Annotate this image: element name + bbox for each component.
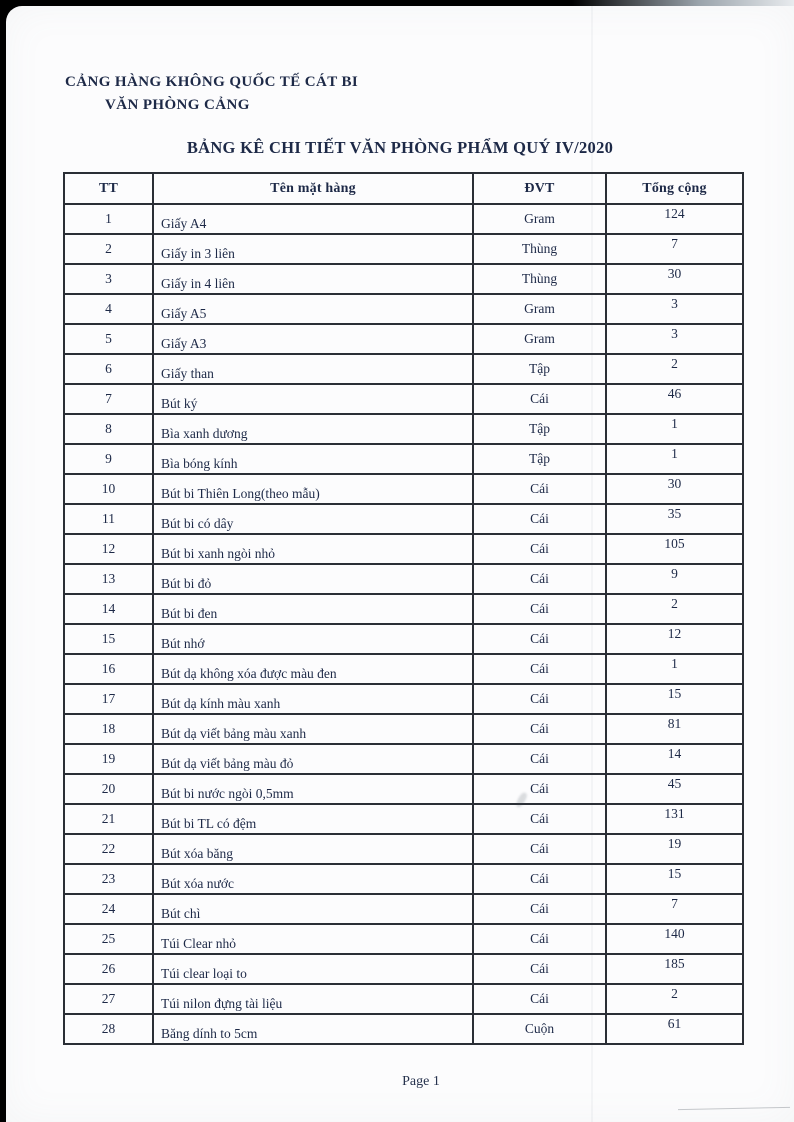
cell-unit: Cái	[473, 384, 606, 414]
cell-tt: 19	[64, 744, 153, 774]
cell-name: Giấy A4	[153, 204, 473, 234]
cell-unit: Cái	[473, 714, 606, 744]
cell-total: 7	[606, 894, 743, 924]
cell-name: Bút xóa băng	[153, 834, 473, 864]
column-header-name: Tên mặt hàng	[153, 173, 473, 204]
table-row	[64, 924, 743, 954]
cell-total: 35	[606, 504, 743, 534]
cell-unit: Cái	[473, 684, 606, 714]
cell-name: Băng dính to 5cm	[153, 1014, 473, 1044]
table-row	[64, 324, 743, 354]
cell-total: 2	[606, 984, 743, 1014]
table-row	[64, 834, 743, 864]
cell-unit: Cái	[473, 474, 606, 504]
table-body	[64, 204, 743, 1044]
cell-total: 46	[606, 384, 743, 414]
cell-name: Túi Clear nhỏ	[153, 924, 473, 954]
cell-total: 15	[606, 864, 743, 894]
table-row	[64, 864, 743, 894]
cell-tt: 6	[64, 354, 153, 384]
cell-tt: 12	[64, 534, 153, 564]
cell-name: Giấy A5	[153, 294, 473, 324]
table-row	[64, 984, 743, 1014]
cell-unit: Cái	[473, 864, 606, 894]
cell-unit: Thùng	[473, 234, 606, 264]
cell-total: 1	[606, 654, 743, 684]
cell-unit: Cái	[473, 774, 606, 804]
cell-tt: 11	[64, 504, 153, 534]
cell-total: 45	[606, 774, 743, 804]
table-row	[64, 564, 743, 594]
cell-tt: 26	[64, 954, 153, 984]
cell-total: 185	[606, 954, 743, 984]
org-name: CẢNG HÀNG KHÔNG QUỐC TẾ CÁT BI	[65, 74, 359, 90]
cell-name: Bút dạ kính màu xanh	[153, 684, 473, 714]
cell-name: Bút dạ viết bảng màu đỏ	[153, 744, 473, 774]
cell-total: 61	[606, 1014, 743, 1044]
column-header-tt: TT	[64, 173, 153, 204]
cell-unit: Cái	[473, 744, 606, 774]
cell-unit: Cái	[473, 924, 606, 954]
table-row	[64, 264, 743, 294]
cell-unit: Cái	[473, 504, 606, 534]
cell-total: 3	[606, 294, 743, 324]
cell-total: 1	[606, 444, 743, 474]
table-row	[64, 954, 743, 984]
cell-tt: 25	[64, 924, 153, 954]
scan-artifact-line	[678, 1107, 790, 1110]
cell-total: 105	[606, 534, 743, 564]
cell-tt: 17	[64, 684, 153, 714]
cell-unit: Gram	[473, 324, 606, 354]
cell-name: Bút bi Thiên Long(theo mẫu)	[153, 474, 473, 504]
table-row	[64, 294, 743, 324]
cell-name: Bút ký	[153, 384, 473, 414]
table-row	[64, 384, 743, 414]
cell-unit: Tập	[473, 414, 606, 444]
cell-total: 2	[606, 354, 743, 384]
supplies-table	[63, 172, 744, 1045]
cell-total: 2	[606, 594, 743, 624]
cell-name: Bút bi đỏ	[153, 564, 473, 594]
cell-name: Bút bi có dây	[153, 504, 473, 534]
cell-tt: 21	[64, 804, 153, 834]
table-row	[64, 594, 743, 624]
cell-unit: Cái	[473, 984, 606, 1014]
column-header-total: Tổng cộng	[606, 173, 743, 204]
cell-name: Giấy A3	[153, 324, 473, 354]
table-row	[64, 534, 743, 564]
cell-name: Giấy than	[153, 354, 473, 384]
cell-tt: 20	[64, 774, 153, 804]
cell-unit: Cái	[473, 654, 606, 684]
table-row	[64, 774, 743, 804]
cell-unit: Gram	[473, 294, 606, 324]
cell-tt: 5	[64, 324, 153, 354]
cell-tt: 24	[64, 894, 153, 924]
cell-tt: 14	[64, 594, 153, 624]
cell-tt: 13	[64, 564, 153, 594]
table-row	[64, 654, 743, 684]
cell-unit: Cái	[473, 954, 606, 984]
cell-unit: Thùng	[473, 264, 606, 294]
cell-unit: Cuộn	[473, 1014, 606, 1044]
cell-name: Bút dạ không xóa được màu đen	[153, 654, 473, 684]
cell-total: 14	[606, 744, 743, 774]
cell-name: Bút bi nước ngòi 0,5mm	[153, 774, 473, 804]
cell-name: Bút xóa nước	[153, 864, 473, 894]
cell-tt: 7	[64, 384, 153, 414]
table-row	[64, 624, 743, 654]
cell-unit: Gram	[473, 204, 606, 234]
table-row	[64, 234, 743, 264]
table-row	[64, 444, 743, 474]
cell-name: Bìa xanh dương	[153, 414, 473, 444]
cell-total: 81	[606, 714, 743, 744]
cell-total: 12	[606, 624, 743, 654]
org-department: VĂN PHÒNG CẢNG	[105, 97, 250, 113]
table-row	[64, 744, 743, 774]
cell-tt: 22	[64, 834, 153, 864]
document-title: BẢNG KÊ CHI TIẾT VĂN PHÒNG PHẨM QUÝ IV/2020	[186, 138, 614, 157]
cell-tt: 27	[64, 984, 153, 1014]
cell-total: 30	[606, 264, 743, 294]
cell-unit: Cái	[473, 804, 606, 834]
cell-name: Giấy in 3 liên	[153, 234, 473, 264]
cell-total: 7	[606, 234, 743, 264]
cell-tt: 15	[64, 624, 153, 654]
page-number: Page 1	[402, 1074, 440, 1089]
cell-total: 15	[606, 684, 743, 714]
table-row	[64, 504, 743, 534]
cell-name: Bút bi xanh ngòi nhỏ	[153, 534, 473, 564]
cell-tt: 23	[64, 864, 153, 894]
cell-tt: 16	[64, 654, 153, 684]
cell-tt: 8	[64, 414, 153, 444]
cell-name: Bút bi TL có đệm	[153, 804, 473, 834]
cell-unit: Tập	[473, 444, 606, 474]
cell-total: 140	[606, 924, 743, 954]
cell-tt: 3	[64, 264, 153, 294]
cell-tt: 1	[64, 204, 153, 234]
cell-tt: 28	[64, 1014, 153, 1044]
cell-tt: 4	[64, 294, 153, 324]
table-row	[64, 414, 743, 444]
org-header	[65, 74, 358, 114]
cell-unit: Cái	[473, 564, 606, 594]
cell-name: Túi nilon đựng tài liệu	[153, 984, 473, 1014]
cell-total: 131	[606, 804, 743, 834]
cell-total: 9	[606, 564, 743, 594]
table-row	[64, 204, 743, 234]
cell-unit: Cái	[473, 594, 606, 624]
cell-name: Bút nhớ	[153, 624, 473, 654]
document-page	[6, 6, 794, 1122]
cell-total: 30	[606, 474, 743, 504]
cell-total: 124	[606, 204, 743, 234]
cell-unit: Tập	[473, 354, 606, 384]
cell-name: Giấy in 4 liên	[153, 264, 473, 294]
cell-tt: 9	[64, 444, 153, 474]
table-row	[64, 894, 743, 924]
cell-unit: Cái	[473, 624, 606, 654]
column-header-unit: ĐVT	[473, 173, 606, 204]
cell-unit: Cái	[473, 834, 606, 864]
cell-name: Bút chì	[153, 894, 473, 924]
cell-tt: 10	[64, 474, 153, 504]
cell-name: Túi clear loại to	[153, 954, 473, 984]
cell-unit: Cái	[473, 894, 606, 924]
cell-tt: 18	[64, 714, 153, 744]
table-row	[64, 354, 743, 384]
cell-tt: 2	[64, 234, 153, 264]
table-row	[64, 474, 743, 504]
table-row	[64, 684, 743, 714]
table-row	[64, 804, 743, 834]
table-row	[64, 714, 743, 744]
cell-total: 1	[606, 414, 743, 444]
table-row	[64, 1014, 743, 1044]
cell-name: Bìa bóng kính	[153, 444, 473, 474]
table-header-row	[64, 173, 743, 204]
cell-total: 19	[606, 834, 743, 864]
cell-name: Bút dạ viết bảng màu xanh	[153, 714, 473, 744]
cell-unit: Cái	[473, 534, 606, 564]
cell-name: Bút bi đen	[153, 594, 473, 624]
cell-total: 3	[606, 324, 743, 354]
